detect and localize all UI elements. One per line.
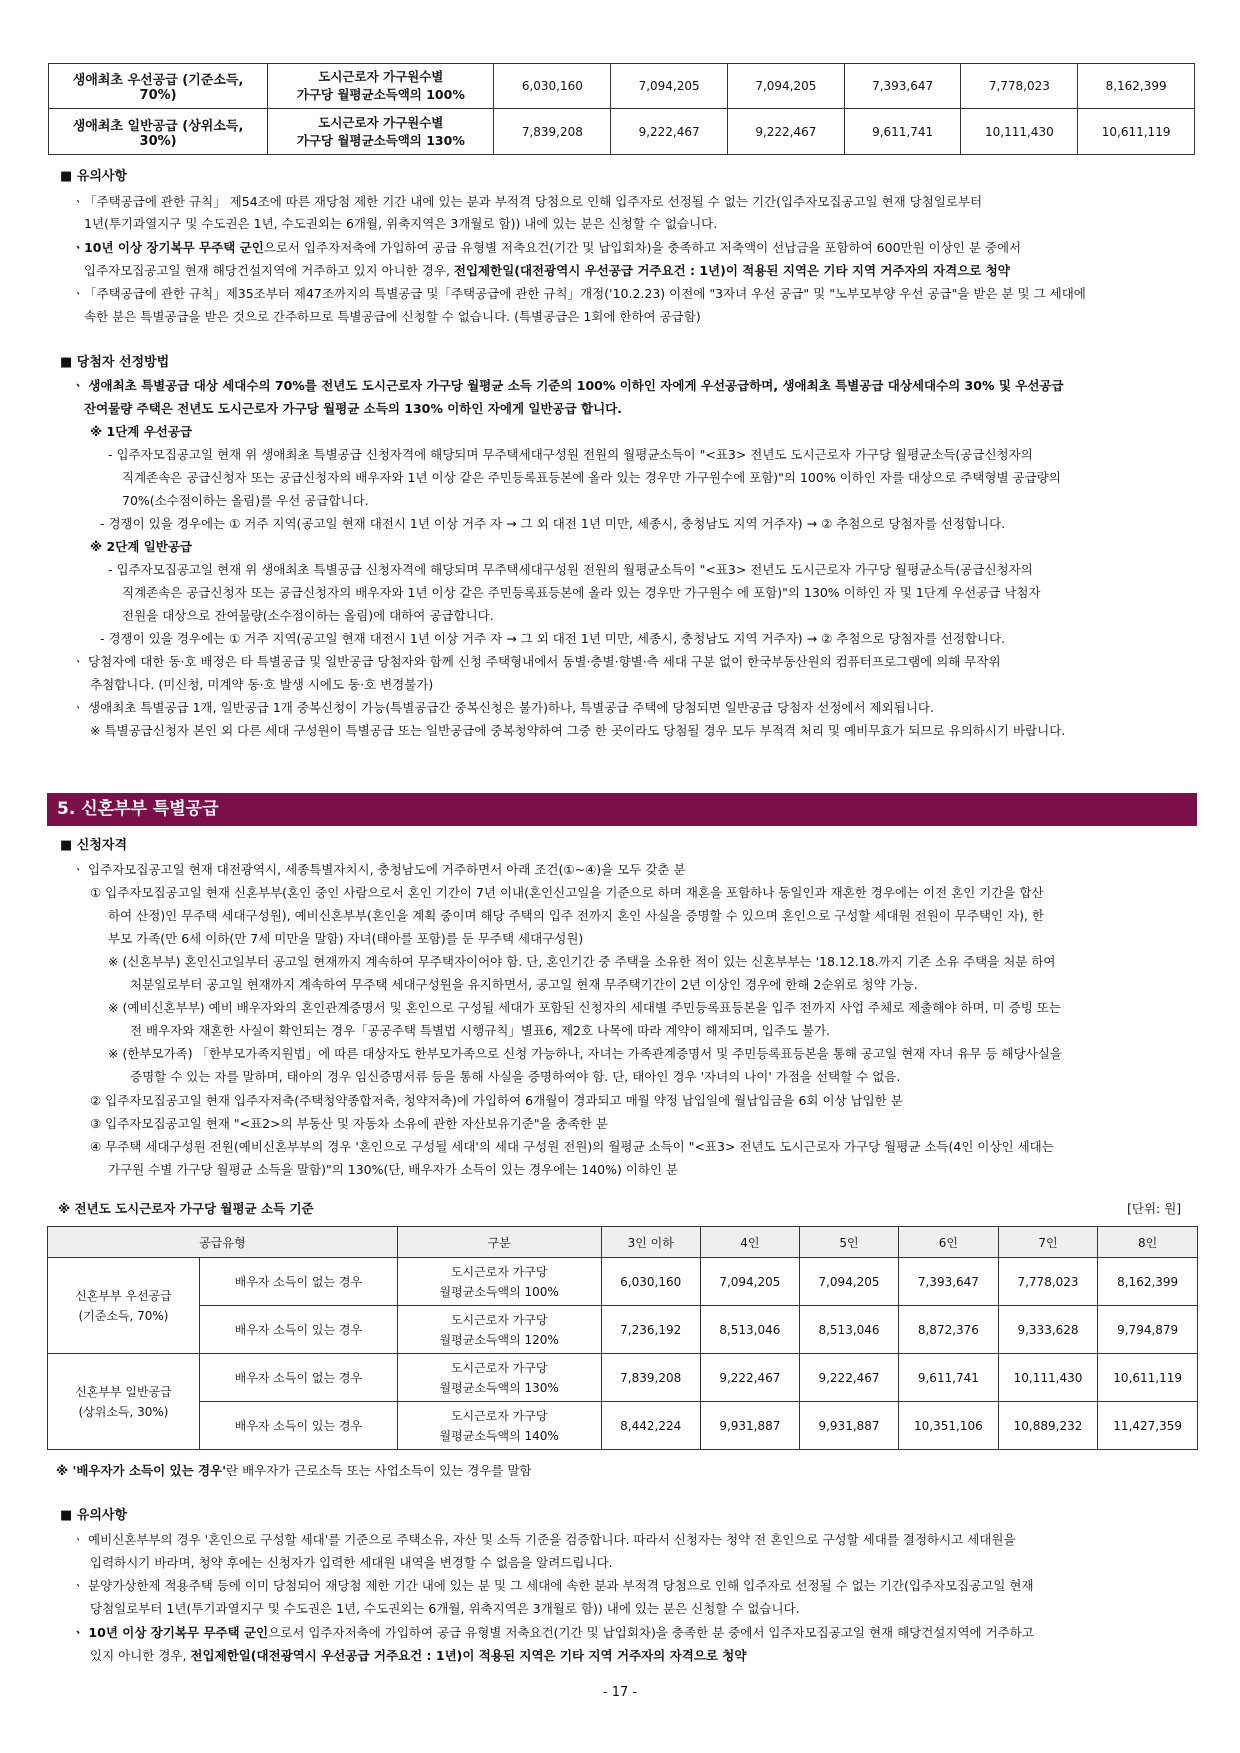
table-cell: 7,778,023: [998, 1258, 1098, 1306]
column-header: 7인: [998, 1227, 1098, 1258]
qual-line: 처분일로부터 공고일 현재까지 계속하여 무주택 세대구성원을 유지하면서, 공고일 현재 무주택기간이 2년 이상인 경우에 한해 2순위로 청약 가능.: [130, 977, 918, 992]
case-label: 배우자 소득이 없는 경우: [199, 1354, 397, 1402]
table-row: [48, 1402, 1198, 1450]
table-cell: 9,222,467: [799, 1354, 898, 1402]
table-cell: 7,094,205: [700, 1258, 799, 1306]
row-category: 도시근로자 가구당 월평균소득액의 130%: [397, 1354, 601, 1402]
row-category: 도시근로자 가구당 월평균소득액의 140%: [397, 1402, 601, 1450]
selection-line: 직계존속은 공급신청자 또는 공급신청자의 배우자와 1년 이상 같은 주민등록표등본에 올라 있는 경우만 가구원수에 포함)"의 100% 이하인 자를 대상으로 주택형별 공급량의: [122, 470, 1061, 485]
table-row: [49, 64, 1195, 109]
row-category: 도시근로자 가구당 월평균소득액의 120%: [397, 1306, 601, 1354]
table-cell: 7,094,205: [611, 64, 728, 109]
note-line: 1년(투기과열지구 및 수도권은 1년, 수도권외는 6개월, 위축지역은 3개월로 함)) 내에 있는 분은 신청할 수 없습니다.: [84, 216, 718, 231]
note-line: 속한 분은 특별공급을 받은 것으로 간주하므로 특별공급에 신청할 수 없습니다. (특별공급은 1회에 한하여 공급함): [84, 309, 701, 324]
table-cell: 10,611,119: [1098, 1354, 1198, 1402]
table-cell: 8,162,399: [1078, 64, 1195, 109]
note-line: 있지 아니한 경우, 전입제한일(대전광역시 우선공급 거주요건 : 1년)이 적용된 지역은 기타 지역 거주자의 자격으로 청약: [90, 1648, 747, 1663]
group-label: 신혼부부 일반공급 (상위소득, 30%): [48, 1354, 200, 1450]
selection-line: 70%(소수점이하는 올림)를 우선 공급합니다.: [122, 493, 369, 508]
table-cell: 7,393,647: [844, 64, 961, 109]
table-cell: 9,931,887: [700, 1402, 799, 1450]
table-cell: 7,839,208: [601, 1354, 700, 1402]
case-label: 배우자 소득이 있는 경우: [199, 1402, 397, 1450]
row-category: 도시근로자 가구당 월평균소득액의 100%: [397, 1258, 601, 1306]
case-label: 배우자 소득이 없는 경우: [199, 1258, 397, 1306]
income-table-caption: ※ 전년도 도시근로자 가구당 월평균 소득 기준: [58, 1201, 314, 1216]
table-cell: 8,162,399: [1098, 1258, 1198, 1306]
income-table-unit: [단위: 원]: [1127, 1201, 1182, 1216]
case-label: 배우자 소득이 있는 경우: [199, 1306, 397, 1354]
table-cell: 7,778,023: [961, 64, 1078, 109]
selection-line: 직계존속은 공급신청자 또는 공급신청자의 배우자와 1년 이상 같은 주민등록표등본에 올라 있는 경우만 가구원수 에 포함)"의 130% 이하인 자 및 1단계 우선공급 낙첨자: [122, 585, 1041, 600]
note-line: ㆍ10년 이상 장기복무 무주택 군인으로서 입주자저축에 가입하여 공급 유형별 저축요건(기간 및 납입회차)을 충족하고 저축액이 선납금을 포함하여 600만원 이상인 분 중에서: [72, 240, 1022, 255]
page-number: - 17 -: [602, 1685, 638, 1700]
row-label: 생애최초 일반공급 (상위소득, 30%): [49, 109, 268, 155]
qual-line: ① 입주자모집공고일 현재 신혼부부(혼인 중인 사람으로서 혼인 기간이 7년 이내(혼인신고일을 기준으로 하며 재혼을 포함하나 동일인과 재혼한 경우에는 이전 혼인 기간을 합산: [90, 885, 1044, 900]
note-line: 입력하시기 바라며, 청약 후에는 신청자가 입력한 세대원 내역을 변경할 수 없음을 알려드립니다.: [90, 1555, 613, 1570]
qual-line: ※ (한부모가족) 「한부모가족지원법」에 따른 대상자도 한부모가족으로 신청 가능하나, 자녀는 가족관계증명서 및 주민등록표등본을 통해 공고일 현재 자녀 유무 등 해당사실을: [108, 1046, 1062, 1061]
column-header: 3인 이하: [601, 1227, 700, 1258]
qual-line: ※ (예비신혼부부) 예비 배우자와의 혼인관계증명서 및 혼인으로 구성될 세대가 포함된 신청자의 세대별 주민등록표등본을 입주 전까지 사업 주체로 제출해야 하며, 미 증빙 또는: [108, 1000, 1061, 1015]
qual-line: 부모 가족(만 6세 이하(만 7세 미만을 말함) 자녀(태아를 포함)를 둔 무주택 세대구성원): [108, 931, 584, 946]
table-cell: 7,094,205: [799, 1258, 898, 1306]
selection-line: ※ 특별공급신청자 본인 외 다른 세대 구성원이 특별공급 또는 일반공급에 중복청약하여 그중 한 곳이라도 당첨될 경우 모두 부적격 처리 및 예비무효가 되므로 유의하시기 바랍니다.: [90, 723, 1066, 738]
qual-line: ㆍ 입주자모집공고일 현재 대전광역시, 세종특별자치시, 충청남도에 거주하면서 아래 조건(①~④)을 모두 갖춘 분: [72, 862, 686, 877]
selection-line: - 경쟁이 있을 경우에는 ① 거주 지역(공고일 현재 대전시 1년 이상 거주 자 → 그 외 대전 1년 미만, 세종시, 충청남도 지역 거주자) → ② 추첨으로 당첨자를 선정합니다.: [100, 631, 1006, 646]
table-cell: 7,839,208: [494, 109, 611, 155]
qual-line: 가구원 수별 가구당 월평균 소득을 말함)"의 130%(단, 배우자가 소득이 있는 경우에는 140%) 이하인 분: [108, 1162, 679, 1177]
selection-line: 전원을 대상으로 잔여물량(소수점이하는 올림)에 대하여 공급합니다.: [122, 608, 494, 623]
qual-line: 전 배우자와 재혼한 사실이 확인되는 경우「공공주택 특별법 시행규칙」별표6, 제2호 나목에 따라 계약이 해제되며, 입주도 불가.: [130, 1023, 831, 1038]
table-cell: 9,611,741: [844, 109, 961, 155]
table-cell: 11,427,359: [1098, 1402, 1198, 1450]
table-cell: 10,611,119: [1078, 109, 1195, 155]
note-line: ㆍ 예비신혼부부의 경우 '혼인으로 구성할 세대'를 기준으로 주택소유, 자산 및 소득 기준을 검증합니다. 따라서 신청자는 청약 전 혼인으로 구성할 세대를 결정하시고 세대원을: [72, 1532, 1016, 1547]
table-cell: 7,236,192: [601, 1306, 700, 1354]
column-header: 공급유형: [48, 1227, 398, 1258]
table-cell: 8,513,046: [799, 1306, 898, 1354]
qual-line: 증명할 수 있는 자를 말하며, 태아의 경우 임신증명서류 등을 통해 사실을 증명하여야 함. 단, 태아인 경우 '자녀의 나이' 가점을 선택할 수 없음.: [130, 1069, 901, 1084]
note-line: ㆍ 분양가상한제 적용주택 등에 이미 당첨되어 재당첨 제한 기간 내에 있는 분 및 그 세대에 속한 분과 부적격 당첨으로 인해 입주자로 선정될 수 없는 기간(입주자모집공고일 현재: [72, 1578, 1034, 1593]
table-cell: 9,611,741: [899, 1354, 999, 1402]
table-cell: 6,030,160: [494, 64, 611, 109]
note-line: ㆍ「주택공급에 관한 규칙」제35조부터 제47조까지의 특별공급 및「주택공급에 관한 규칙」개정('10.2.23) 이전에 "3자녀 우선 공급" 및 "노부모부양 우선 공급"을 받은 분 및 그 세대에: [72, 286, 1086, 301]
row-category: 도시근로자 가구원수별 가구당 월평균소득액의 130%: [268, 109, 494, 155]
note-line: 입주자모집공고일 현재 해당건설지역에 거주하고 있지 아니한 경우, 전입제한일(대전광역시 우선공급 거주요건 : 1년)이 적용된 지역은 기타 지역 거주자의 자격으로 청약: [84, 263, 1010, 278]
column-header: 구분: [397, 1227, 601, 1258]
column-header: 5인: [799, 1227, 898, 1258]
table-cell: 10,111,430: [998, 1354, 1098, 1402]
table-header-row: [48, 1227, 1198, 1258]
table-cell: 9,794,879: [1098, 1306, 1198, 1354]
column-header: 8인: [1098, 1227, 1198, 1258]
row-label: 생애최초 우선공급 (기준소득, 70%): [49, 64, 268, 109]
stage-2-heading: ※ 2단계 일반공급: [90, 539, 193, 554]
table-cell: 9,222,467: [611, 109, 728, 155]
section-5-header: 5. 신혼부부 특별공급: [47, 793, 1197, 826]
table-cell: 9,222,467: [700, 1354, 799, 1402]
notes-title: ■ 유의사항: [60, 1508, 128, 1523]
column-header: 4인: [700, 1227, 799, 1258]
qual-line: ② 입주자모집공고일 현재 입주자저축(주택청약종합저축, 청약저축)에 가입하여 6개월이 경과되고 매월 약정 납입일에 월납입금을 6회 이상 납입한 분: [90, 1093, 903, 1108]
newlywed-income-table: [47, 1226, 1198, 1450]
qual-line: ※ (신혼부부) 혼인신고일부터 공고일 현재까지 계속하여 무주택자이어야 함. 단, 혼인기간 중 주택을 소유한 적이 있는 신혼부부는 '18.12.18.까지 기존 소유 주택을 처분 하여: [108, 954, 1056, 969]
qual-line: ③ 입주자모집공고일 현재 "<표2>의 부동산 및 자동차 소유에 관한 자산보유기준"을 충족한 분: [90, 1116, 608, 1131]
table-cell: 10,889,232: [998, 1402, 1098, 1450]
note-line: 당첨일로부터 1년(투기과열지구 및 수도권은 1년, 수도권외는 6개월, 위축지역은 3개월로 함)) 내에 있는 분은 신청할 수 없습니다.: [90, 1601, 800, 1616]
selection-line: ㆍ 생애최초 특별공급 대상 세대수의 70%를 전년도 도시근로자 가구당 월평균 소득 기준의 100% 이하인 자에게 우선공급하며, 생애최초 특별공급 대상세대수의 30% 및 우선공급: [72, 378, 1064, 393]
selection-title: ■ 당첨자 선정방법: [60, 355, 170, 370]
row-category: 도시근로자 가구원수별 가구당 월평균소득액의 100%: [268, 64, 494, 109]
column-header: 6인: [899, 1227, 999, 1258]
note-line: ㆍ「주택공급에 관한 규칙」 제54조에 따른 재당첨 제한 기간 내에 있는 분과 부적격 당첨으로 인해 입주자로 선정될 수 없는 기간(입주자모집공고일 현재 당첨일로부터: [72, 194, 983, 209]
selection-line: - 경쟁이 있을 경우에는 ① 거주 지역(공고일 현재 대전시 1년 이상 거주 자 → 그 외 대전 1년 미만, 세종시, 충청남도 지역 거주자) → ② 추첨으로 당첨자를 선정합니다.: [100, 516, 1006, 531]
table-row: [49, 109, 1195, 155]
table-cell: 7,393,647: [899, 1258, 999, 1306]
table-row: [48, 1306, 1198, 1354]
selection-line: - 입주자모집공고일 현재 위 생애최초 특별공급 신청자격에 해당되며 무주택세대구성원 전원의 월평균소득이 "<표3> 전년도 도시근로자 가구당 월평균소득(공급신청자의: [108, 562, 1033, 577]
table-cell: 9,333,628: [998, 1306, 1098, 1354]
stage-1-heading: ※ 1단계 우선공급: [90, 424, 193, 439]
first-home-income-table: [48, 63, 1195, 155]
table-cell: 8,513,046: [700, 1306, 799, 1354]
income-table-footnote: ※ '배우자가 소득이 있는 경우'란 배우자가 근로소득 또는 사업소득이 있는 경우를 말함: [56, 1463, 532, 1478]
selection-line: 잔여물량 주택은 전년도 도시근로자 가구당 월평균 소득의 130% 이하인 자에게 일반공급 합니다.: [84, 401, 623, 416]
note-line: ㆍ 10년 이상 장기복무 무주택 군인으로서 입주자저축에 가입하여 공급 유형별 저축요건(기간 및 납입회차)을 충족한 분 중에서 입주자모집공고일 현재 해당건설지역에 거주하고: [72, 1625, 1034, 1640]
table-cell: 10,351,106: [899, 1402, 999, 1450]
selection-line: ㆍ 생애최초 특별공급 1개, 일반공급 1개 중복신청이 가능(특별공급간 중복신청은 불가)하나, 특별공급 주택에 당첨되면 일반공급 당첨자 선정에서 제외됩니다.: [72, 700, 934, 715]
selection-line: ㆍ 당첨자에 대한 동·호 배정은 타 특별공급 및 일반공급 당첨자와 함께 신청 주택형내에서 동별·층별·향별·측 세대 구분 없이 한국부동산원의 컴퓨터프로그램에 의해 무작위: [72, 654, 1001, 669]
table-cell: 10,111,430: [961, 109, 1078, 155]
table-row: [48, 1258, 1198, 1306]
table-cell: 9,222,467: [727, 109, 844, 155]
selection-line: - 입주자모집공고일 현재 위 생애최초 특별공급 신청자격에 해당되며 무주택세대구성원 전원의 월평균소득이 "<표3> 전년도 도시근로자 가구당 월평균소득(공급신청자의: [108, 447, 1033, 462]
notes-title: ■ 유의사항: [60, 169, 128, 184]
table-cell: 8,872,376: [899, 1306, 999, 1354]
qual-line: ④ 무주택 세대구성원 전원(예비신혼부부의 경우 '혼인으로 구성될 세대'의 세대 구성원 전원)의 월평균 소득이 "<표3> 전년도 도시근로자 가구당 월평균 소득(4인 이상인 세대는: [90, 1139, 1054, 1154]
table-cell: 6,030,160: [601, 1258, 700, 1306]
qualification-title: ■ 신청자격: [60, 838, 128, 853]
table-cell: 9,931,887: [799, 1402, 898, 1450]
group-label: 신혼부부 우선공급 (기준소득, 70%): [48, 1258, 200, 1354]
table-cell: 8,442,224: [601, 1402, 700, 1450]
selection-line: 추첨합니다. (미신청, 미계약 동·호 발생 시에도 동·호 변경불가): [90, 677, 434, 692]
table-row: [48, 1354, 1198, 1402]
qual-line: 하여 산정)인 무주택 세대구성원), 예비신혼부부(혼인을 계획 중이며 해당 주택의 입주 전까지 혼인 사실을 증명할 수 있으며 혼인으로 구성할 세대원 전원이 무주택인 자), 한: [108, 908, 1044, 923]
table-cell: 7,094,205: [727, 64, 844, 109]
